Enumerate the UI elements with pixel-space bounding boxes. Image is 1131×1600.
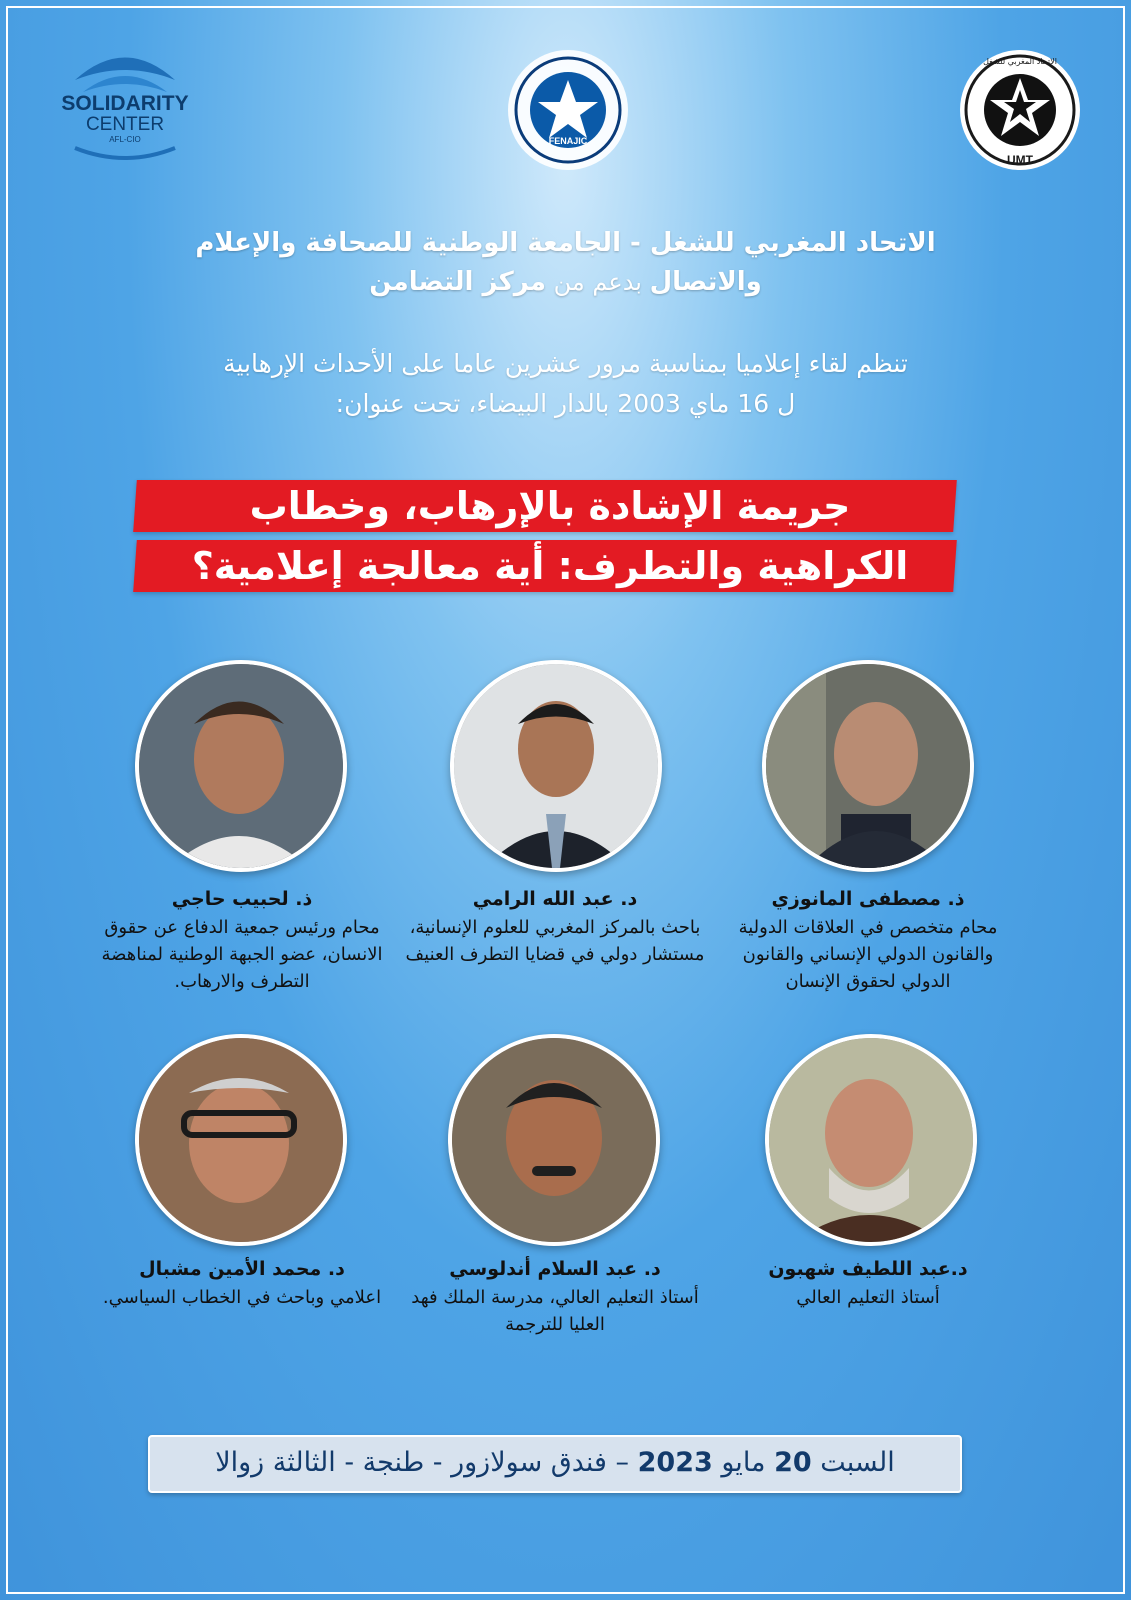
event-date-number: 20 bbox=[774, 1447, 812, 1478]
speaker-5-photo bbox=[448, 1034, 660, 1246]
speaker-3-name: ذ. لحبيب حاجي bbox=[171, 888, 313, 910]
speaker-4-name: د.عبد اللطيف شهبون bbox=[768, 1258, 968, 1280]
speaker-4-desc: أستاذ التعليم العالي bbox=[796, 1287, 940, 1308]
logo-solidarity-text: SOLIDARITY bbox=[61, 92, 189, 115]
speaker-2-name: د. عبد الله الرامي bbox=[472, 888, 638, 910]
umt-logo bbox=[950, 40, 1090, 180]
organizers-line-2-a: والاتصال bbox=[649, 267, 762, 297]
speaker-2-photo bbox=[450, 660, 662, 872]
event-title-line-1: جريمة الإشادة بالإرهاب، وخطاب bbox=[249, 484, 851, 528]
organizers-line-1: الاتحاد المغربي للشغل - الجامعة الوطنية للصحافة والإعلام bbox=[195, 228, 936, 258]
event-details-text bbox=[150, 1447, 960, 1478]
organizers-line-2-b: مركز التضامن bbox=[369, 267, 547, 297]
logo-umt-text: UMT bbox=[1007, 153, 1033, 167]
event-year: 2023 bbox=[637, 1447, 713, 1478]
speaker-5-desc: أستاذ التعليم العالي، مدرسة الملك فهد العليا للترجمة bbox=[411, 1287, 699, 1335]
solidarity-center-logo bbox=[55, 40, 195, 180]
organizers-line-2-support: بدعم من bbox=[546, 268, 650, 296]
event-month: مايو bbox=[712, 1447, 775, 1478]
event-venue-time: – فندق سولازور - طنجة - الثالثة زوالا bbox=[215, 1447, 638, 1478]
speaker-1-name: ذ. مصطفى المانوزي bbox=[771, 888, 965, 910]
organizers-line-2 bbox=[90, 267, 1041, 297]
intro-line-1: تنظم لقاء إعلاميا بمناسبة مرور عشرين عاما على الأحداث الإرهابية bbox=[223, 349, 908, 378]
logo-fenajic-text: FENAJIC bbox=[548, 136, 588, 146]
logo-umt-arabic-text: الاتحاد المغربي للشغل bbox=[983, 57, 1057, 66]
logo-center-text: CENTER bbox=[85, 114, 165, 135]
event-title-line-2: الكراهية والتطرف: أية معالجة إعلامية؟ bbox=[191, 544, 909, 588]
speaker-6-name: د. محمد الأمين مشبال bbox=[139, 1258, 345, 1280]
speaker-2-desc: باحث بالمركز المغربي للعلوم الإنسانية، مستشار دولي في قضايا التطرف العنيف bbox=[405, 917, 705, 965]
event-details-box bbox=[148, 1435, 962, 1493]
speaker-1-desc: محام متخصص في العلاقات الدولية والقانون الدولي الإنساني والقانون الدولي لحقوق الإنسان bbox=[738, 917, 998, 992]
logo-aflcio-text: AFL-CIO bbox=[109, 135, 141, 144]
fenajic-logo bbox=[498, 40, 638, 180]
speaker-5-name: د. عبد السلام أندلوسي bbox=[449, 1258, 661, 1280]
intro-line-2: ل 16 ماي 2003 بالدار البيضاء، تحت عنوان: bbox=[335, 389, 796, 418]
speaker-6-photo bbox=[135, 1034, 347, 1246]
event-day: السبت bbox=[811, 1447, 895, 1478]
speaker-3-photo bbox=[135, 660, 347, 872]
speaker-3-desc: محام ورئيس جمعية الدفاع عن حقوق الانسان، عضو الجبهة الوطنية لمناهضة التطرف والارهاب. bbox=[101, 917, 383, 992]
speaker-4-photo bbox=[765, 1034, 977, 1246]
speaker-6-desc: اعلامي وباحث في الخطاب السياسي. bbox=[102, 1287, 382, 1308]
speaker-1-photo bbox=[762, 660, 974, 872]
